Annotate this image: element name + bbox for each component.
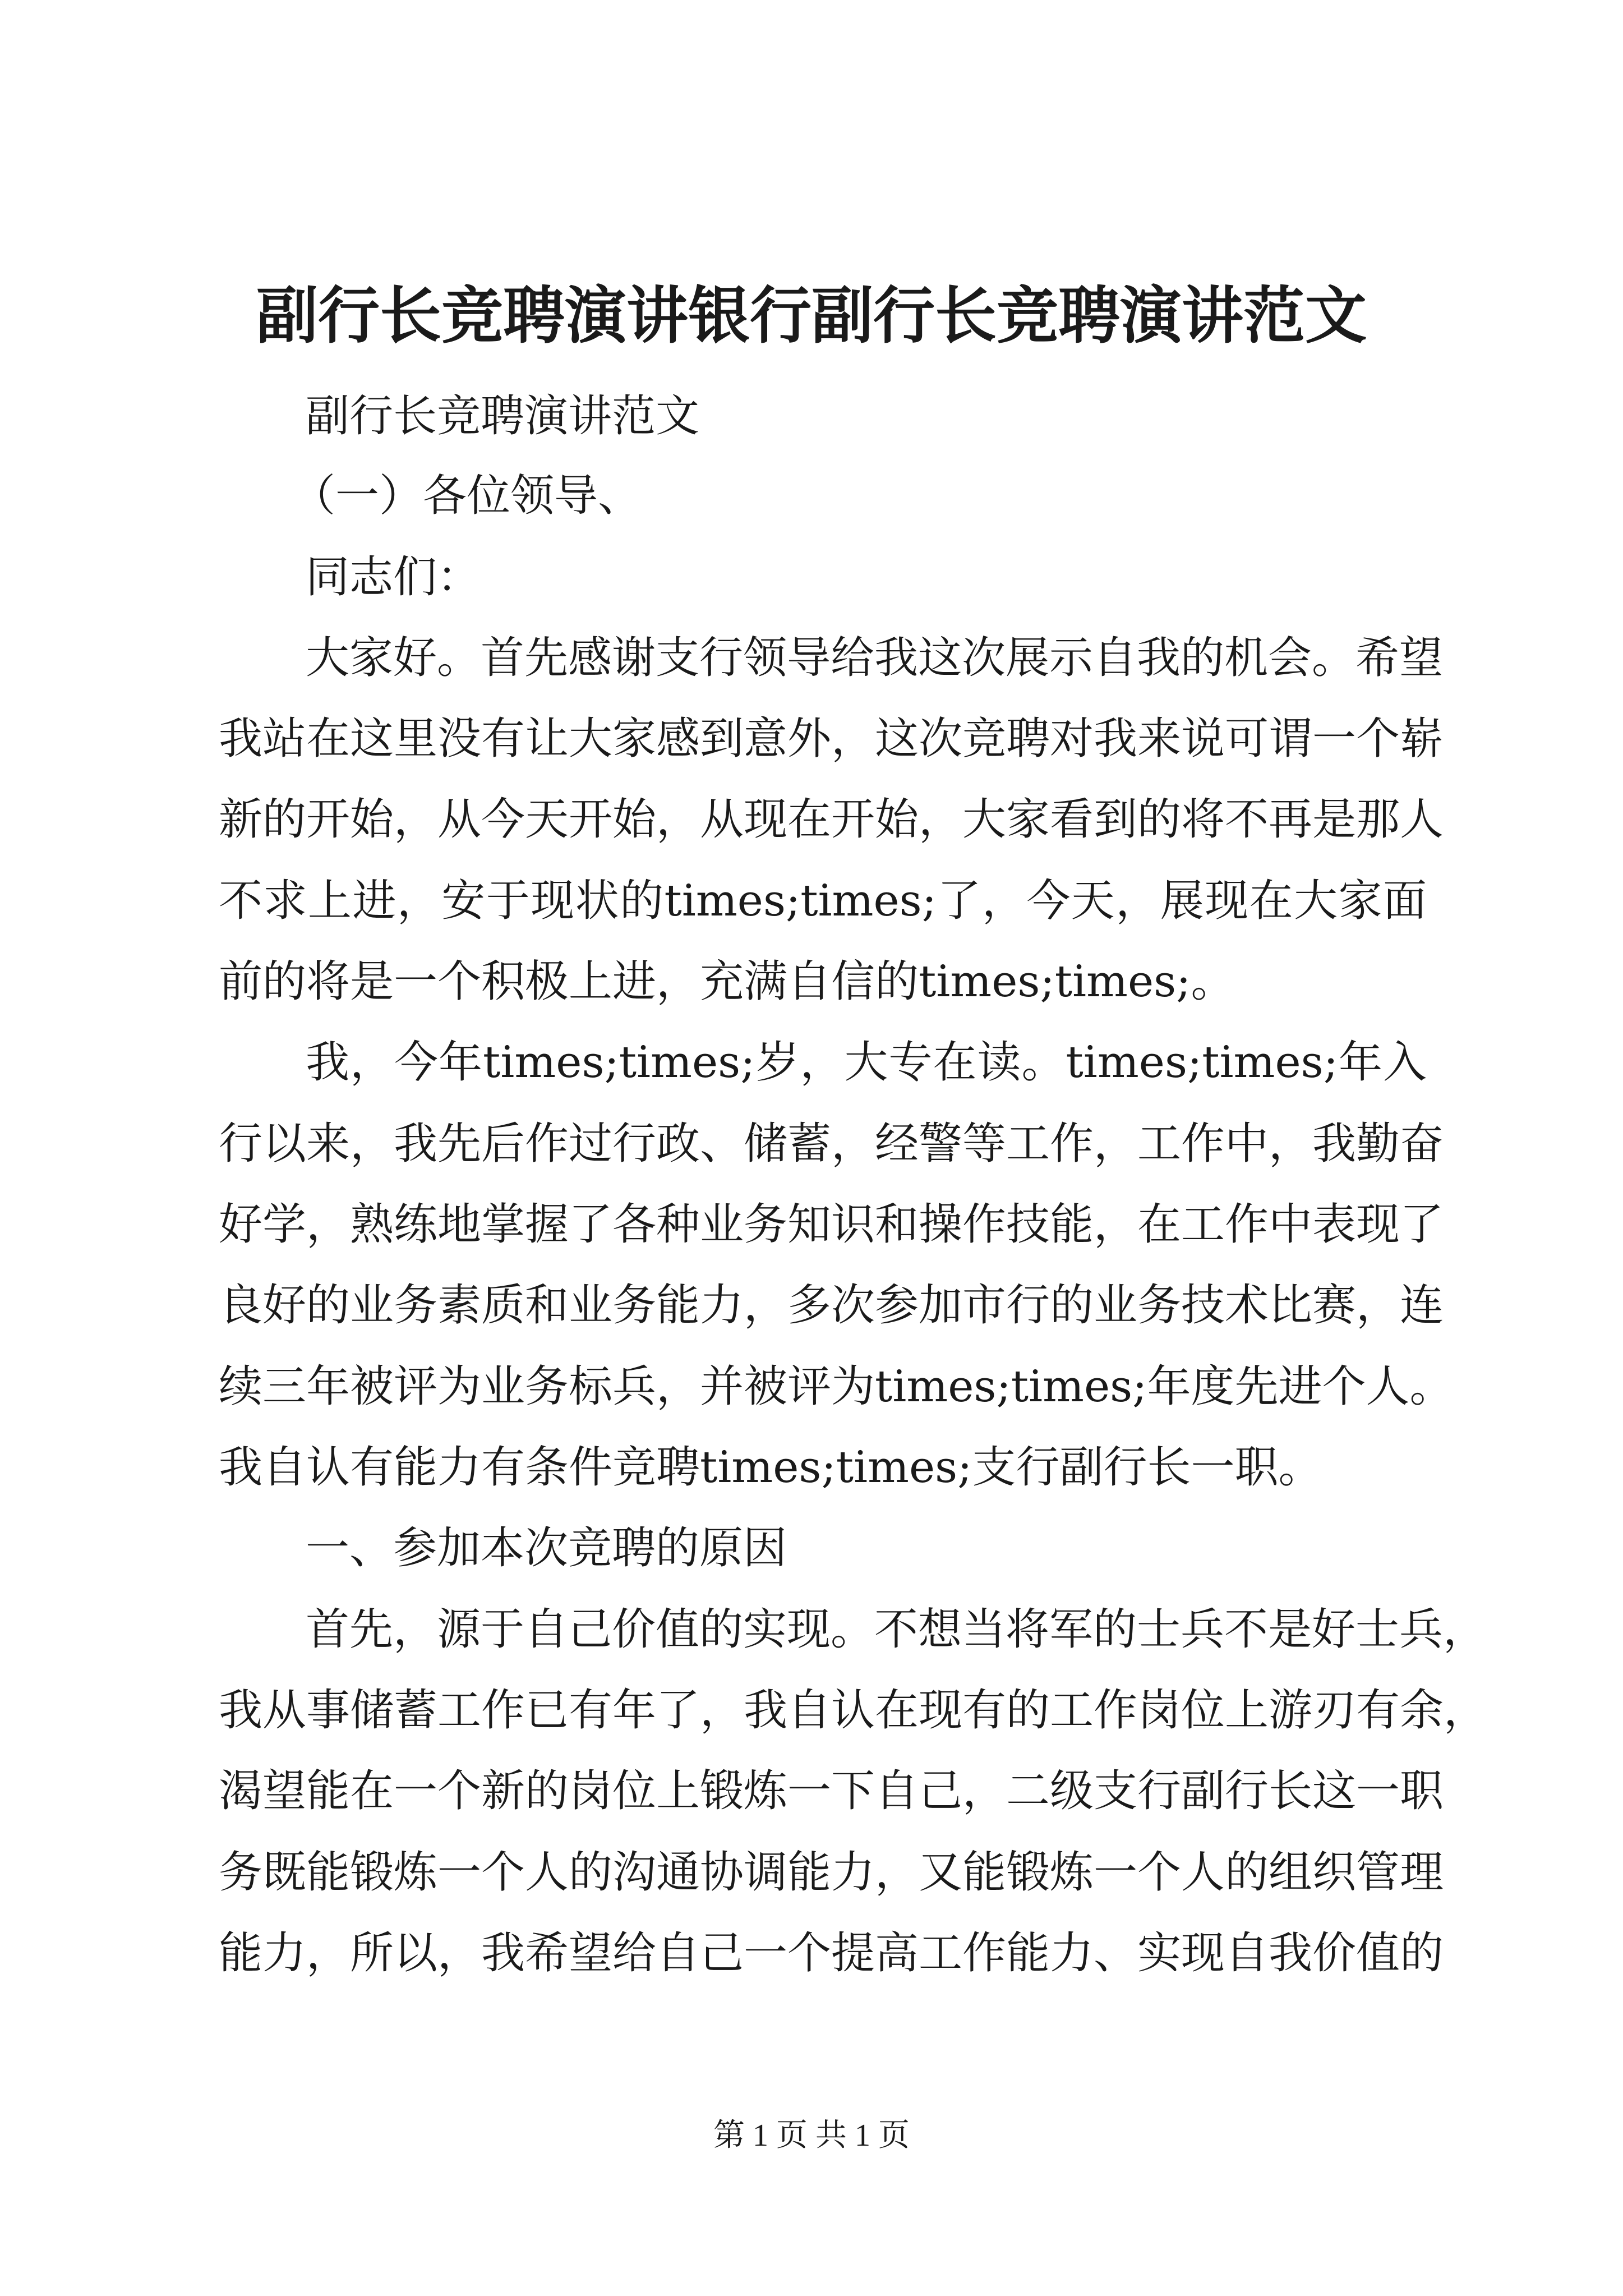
paragraph-line: 首先，源于自己价值的实现。不想当将军的士兵不是好士兵， [306,1604,1487,1655]
paragraph-line: 好学，熟练地掌握了各种业务知识和操作技能，在工作中表现了 [219,1199,1444,1250]
document-title: 副行长竞聘演讲银行副行长竞聘演讲范文 [256,279,1367,352]
paragraph-line: 渴望能在一个新的岗位上锻炼一下自己，二级支行副行长这一职 [219,1766,1444,1816]
paragraph-line: 前的将是一个积极上进，充满自信的times;times;。 [219,956,1235,1007]
paragraph-line: 我站在这里没有让大家感到意外，这次竞聘对我来说可谓一个崭 [219,714,1444,764]
paragraph-line: 续三年被评为业务标兵，并被评为times;times;年度先进个人。 [219,1361,1454,1412]
section-heading: 一、参加本次竞聘的原因 [306,1523,787,1573]
paragraph-line: （一）各位领导、 [292,471,642,521]
paragraph-line: 新的开始，从今天开始，从现在开始，大家看到的将不再是那人 [219,794,1444,845]
paragraph-line: 务既能锻炼一个人的沟通协调能力，又能锻炼一个人的组织管理 [219,1847,1444,1898]
paragraph-line: 我从事储蓄工作已有年了，我自认在现有的工作岗位上游刃有余， [219,1685,1488,1736]
document-subtitle: 副行长竞聘演讲范文 [306,391,700,441]
paragraph-line: 大家好。首先感谢支行领导给我这次展示自我的机会。希望 [306,633,1444,683]
paragraph-line: 同志们： [306,552,481,602]
page-footer: 第 1 页 共 1 页 [713,2118,910,2153]
paragraph-line: 不求上进，安于现状的times;times;了，今天，展现在大家面 [219,876,1427,926]
paragraph-line: 行以来，我先后作过行政、储蓄，经警等工作，工作中，我勤奋 [219,1119,1444,1169]
paragraph-line: 能力，所以，我希望给自己一个提高工作能力、实现自我价值的 [219,1928,1444,1978]
paragraph-line: 我自认有能力有条件竞聘times;times;支行副行长一职。 [219,1442,1322,1493]
paragraph-line: 我，今年times;times;岁，大专在读。times;times;年入 [306,1037,1427,1088]
paragraph-line: 良好的业务素质和业务能力，多次参加市行的业务技术比赛，连 [219,1280,1444,1331]
